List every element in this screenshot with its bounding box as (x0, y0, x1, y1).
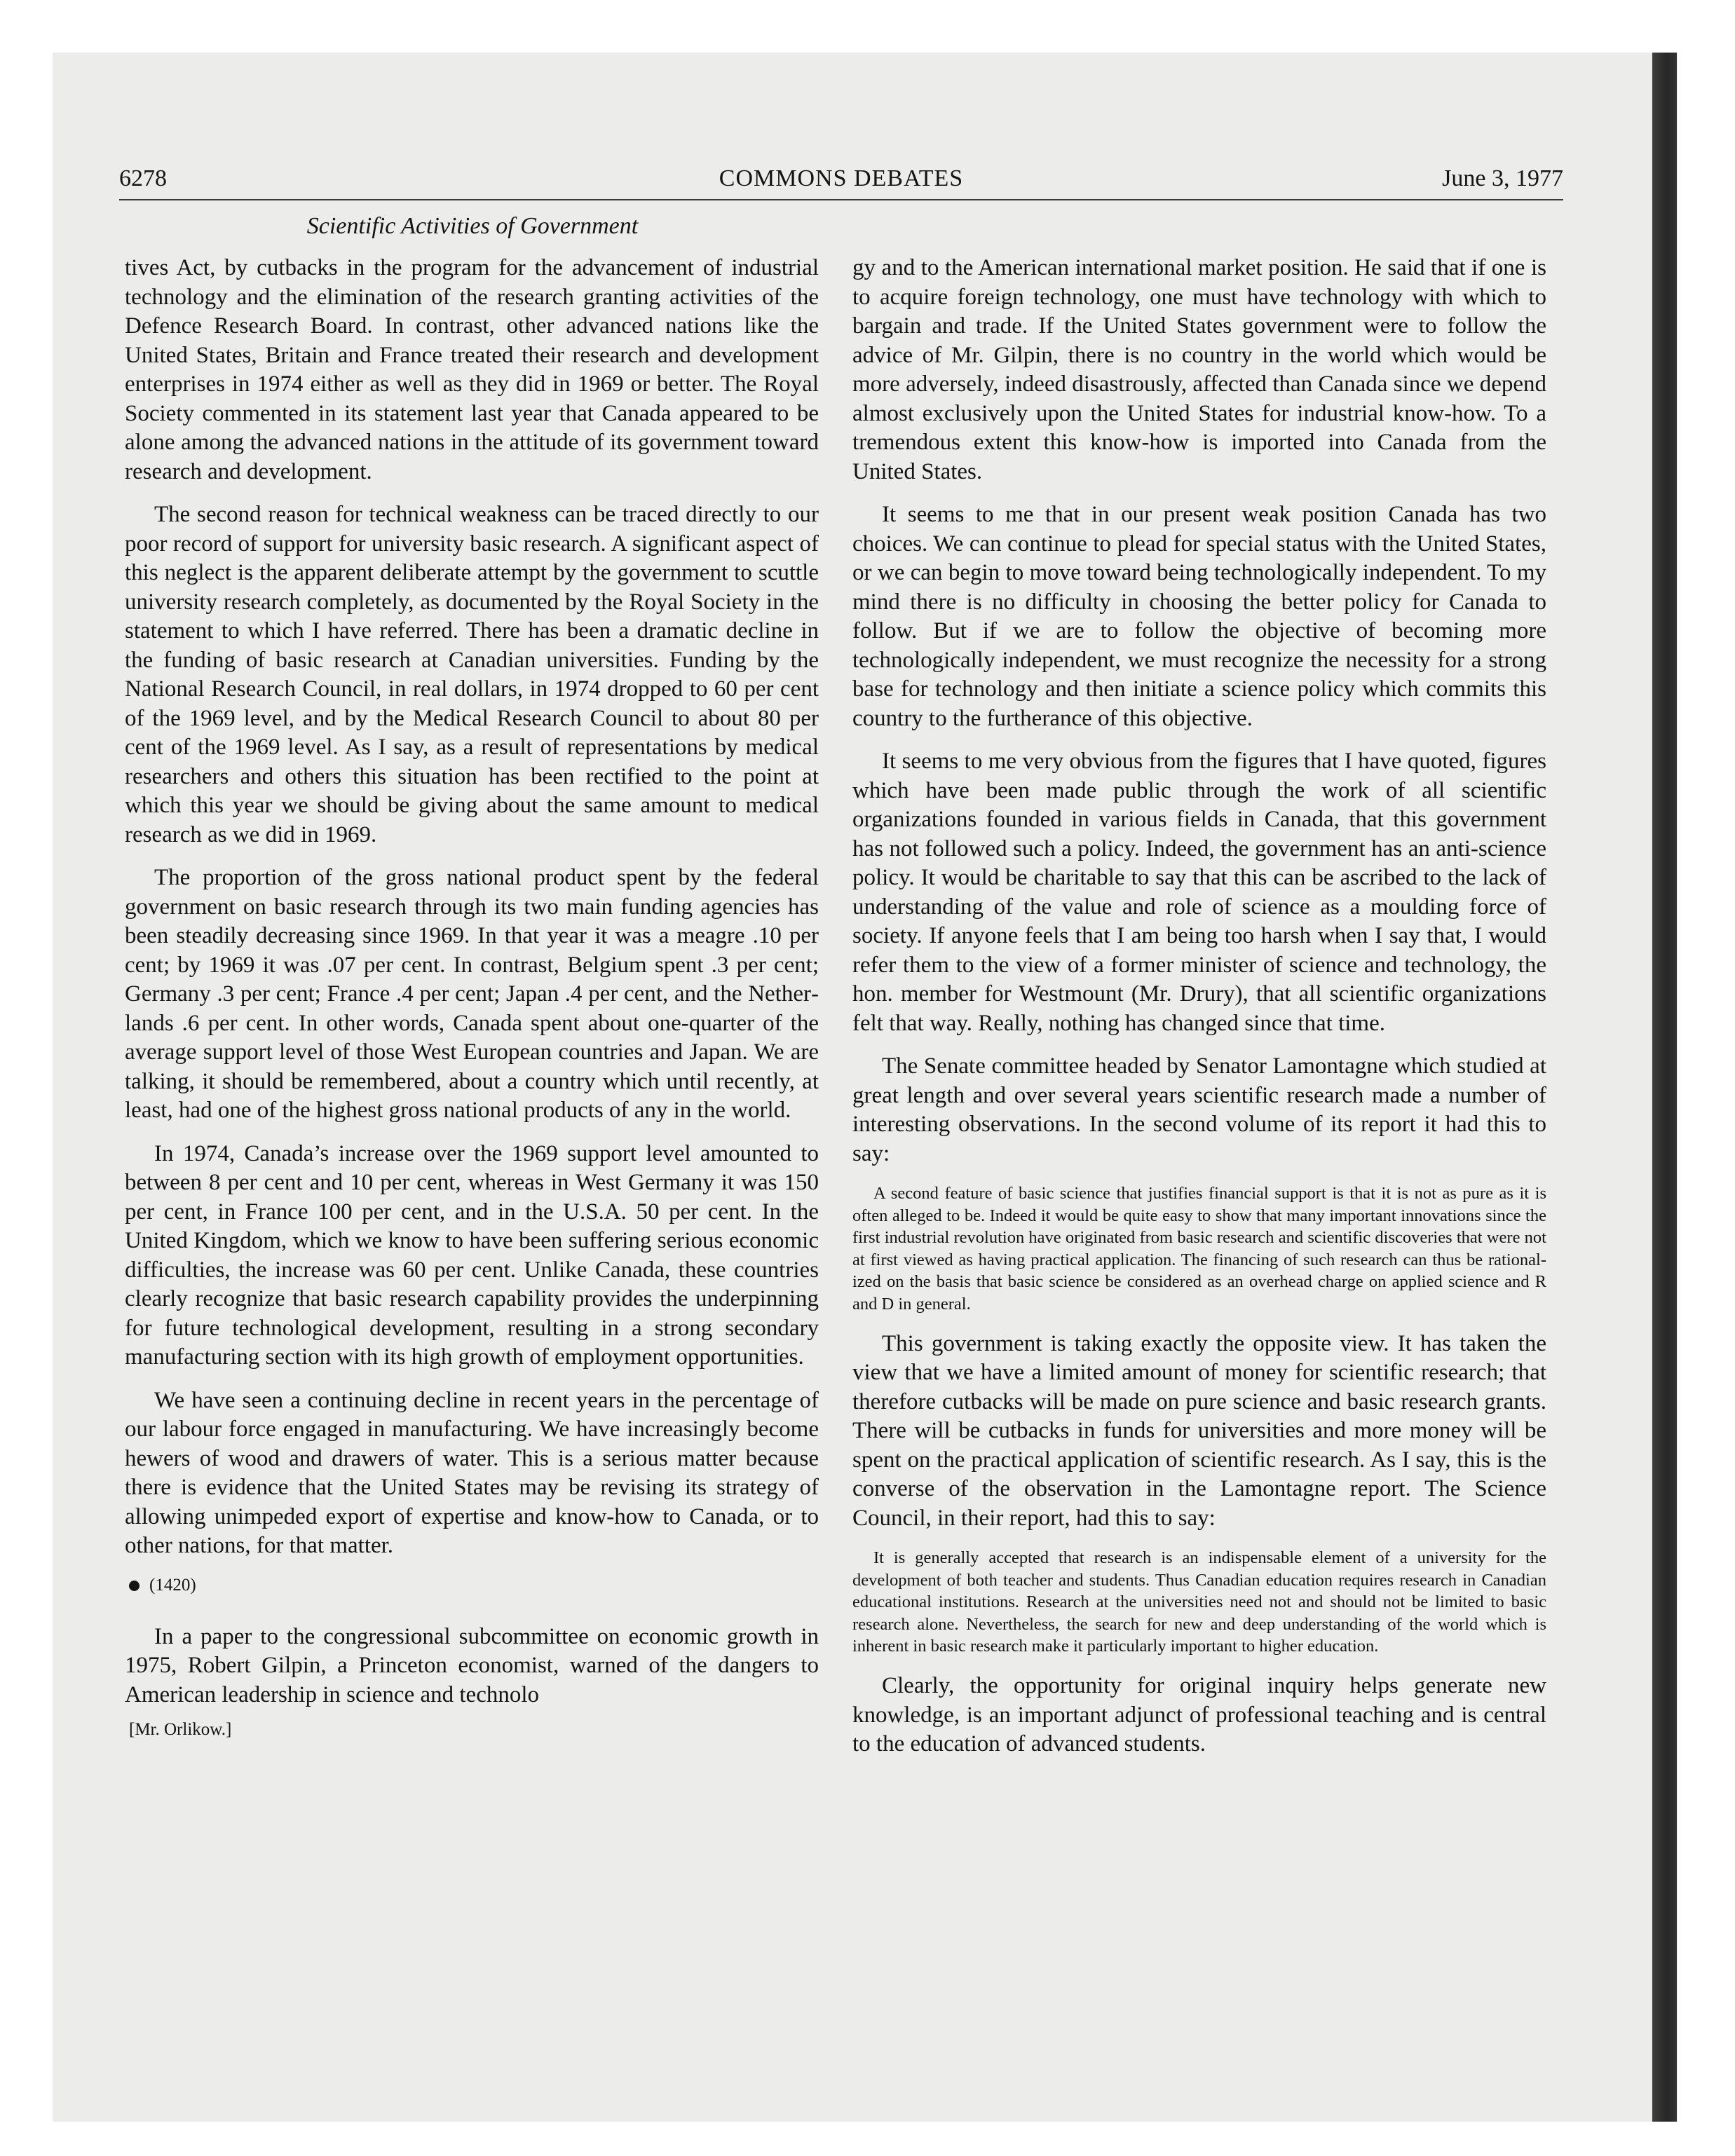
paragraph: This government is taking exactly the opposite view. It has taken the view that we have a limited amount of money for scientific research; that therefore cutbacks will be made on pure science and basic research grants. There will be cutbacks in funds for universities and more money will be spent on the practical application of scientific research. As I say, this is the converse of the observation in the Lamontagne report. The Science Council, in their report, had this to say: (852, 1330, 1546, 1531)
speaker-attribution: [Mr. Orlikow.] (129, 1720, 232, 1739)
page-number: 6278 (119, 165, 167, 191)
time-marker (125, 1575, 819, 1596)
paragraph: tives Act, by cutbacks in the program for the advancement of industrial technology and the elimination of the research granting activities of the Defence Research Board. In contrast, other advanced nations like the United States, Britain and France treated their research and development enterprises in 1974 either as well as they did in 1969 or better. The Royal Society commented in its statement last year that Canada appeared to be alone among the advanced nations in the attitude of its government toward research and development. (125, 255, 819, 484)
quote-text: A second feature of basic science that justifies financial support is that it is not as pure as it is often alleged to be. Indeed it would be quite easy to show that many important innovations since the first industrial revolution have originated from basic research and scientific discoveries that were not at first viewed as having practical application. The financing of such research can thus be rationalized on the basis that basic science be considered as an overhead charge on applied science and R and D in general. (852, 1184, 1546, 1314)
quote-text: It is generally accepted that research is an indispensable element of a university for the development of both teacher and students. Thus Canadian education requires research in Canadian educational institutions. Research at the universities need not and should not be limited to basic research alone. Nevertheless, the search for new and deep understanding of the world which is inherent in basic research make it particularly important to higher education. (852, 1548, 1546, 1656)
paragraph: In a paper to the congressional subcommittee on economic growth in 1975, Robert Gilpin, a Princeton economist, warned of the dangers to American leadership in science and technolo (125, 1623, 819, 1707)
time-marker-text: (1420) (149, 1575, 196, 1595)
paragraph: It seems to me that in our present weak position Canada has two choices. We can continue to plead for special status with the United States, or we can begin to move toward being technologically independent. To my mind there is no difficulty in choosing the better policy for Canada to follow. But if we are to follow the objective of becoming more technologically independent, we must recognize the necessity for a strong base for technology and then initiate a science policy which commits this country to the furtherance of this objective. (852, 502, 1546, 731)
book-spine-edge (1652, 53, 1677, 2122)
paragraph: The Senate committee headed by Senator Lamontagne which studied at great length and over several years scientific research made a number of interesting observations. In the second volume of its report it had this to say: (852, 1053, 1546, 1166)
paragraph: It seems to me very obvious from the figures that I have quoted, figures which have been made public through the work of all scientific organizations founded in various fields in Canada, that this government has not followed such a policy. Indeed, the government has an anti-science policy. It would be charitable to say that this can be ascribed to the lack of understanding of the value and role of science as a moulding force of society. If anyone feels that I am being too harsh when I say that, I would refer them to the view of a former minister of science and technology, the hon. member for Westmount (Mr. Drury), that all scientific organizations felt that way. Really, nothing has changed since that time. (852, 749, 1546, 1036)
paragraph: gy and to the American international market position. He said that if one is to acquire foreign technology, one must have technology with which to bargain and trade. If the United States government were to follow the advice of Mr. Gilpin, there is no country in the world which would be more adversely, indeed disastrously, affected than Canada since we depend almost exclusively upon the United States for industrial know-how. To a tremendous extent this know-how is imported into Canada from the United States. (852, 255, 1546, 484)
paragraph: The proportion of the gross national product spent by the federal government on basic research through its two main funding agencies has been steadily decreasing since 1969. In that year it was a meagre .10 per cent; by 1969 it was .07 per cent. In contrast, Belgium spent .3 per cent; Germany .3 per cent; France .4 per cent; Japan .4 per cent, and the Netherlands .6 per cent. In other words, Canada spent about one-quarter of the average support level of those West European countries and Japan. We are talking, it should be remembered, about a country which until recently, at least, had one of the highest gross national products of any in the world. (125, 865, 819, 1123)
header-rule (119, 199, 1563, 200)
page-header (119, 161, 1563, 199)
paragraph: In 1974, Canada’s increase over the 1969 support level amounted to between 8 per cent and 10 per cent, whereas in West Germany it was 150 per cent, in France 100 per cent, and in the U.S.A. 50 per cent. In the United Kingdom, which we know to have been suffering serious economic difficulties, the increase was 60 per cent. Unlike Canada, these countries clearly recognize that basic research capability provides the underpinning for future technological development, resulting in a strong secondary manufacturing section with its high growth of employment opportunities. (125, 1140, 819, 1370)
paragraph: We have seen a continuing decline in recent years in the percentage of our labour force engaged in manufacturing. We have increasingly become hewers of wood and drawers of water. This is a serious matter because there is evidence that the United States may be revising its strategy of allowing unimpeded export of expertise and know-how to Canada, or to other nations, for that matter. (125, 1387, 819, 1558)
paragraph: Clearly, the opportunity for original inquiry helps generate new knowledge, is an important adjunct of professional teaching and is central to the education of advanced students. (852, 1673, 1546, 1757)
block-quote-science-council (852, 1547, 1546, 1658)
right-column (852, 254, 1546, 1773)
header-date: June 3, 1977 (1442, 165, 1563, 191)
paragraph: The second reason for technical weakness can be traced directly to our poor record of support for university basic research. A significant aspect of this neglect is the apparent deliberate attempt by the government to scuttle university research completely, as documented by the Royal Society in the statement to which I have referred. There has been a dramatic decline in the funding of basic research at Canadian universities. Funding by the National Research Council, in real dollars, in 1974 dropped to 60 per cent of the 1969 level, and by the Medical Research Council to about 80 per cent of the 1969 level. As I say, as a result of representations by medical researchers and others this situation has been rectified to the point at which this year we should be giving about the same amount to medical research as we did in 1969. (125, 502, 819, 847)
left-column (125, 254, 819, 1740)
bullet-dot-icon (129, 1581, 140, 1591)
running-title: COMMONS DEBATES (719, 165, 964, 191)
section-title: Scientific Activities of Government (306, 213, 639, 239)
block-quote-lamontagne (852, 1182, 1546, 1316)
